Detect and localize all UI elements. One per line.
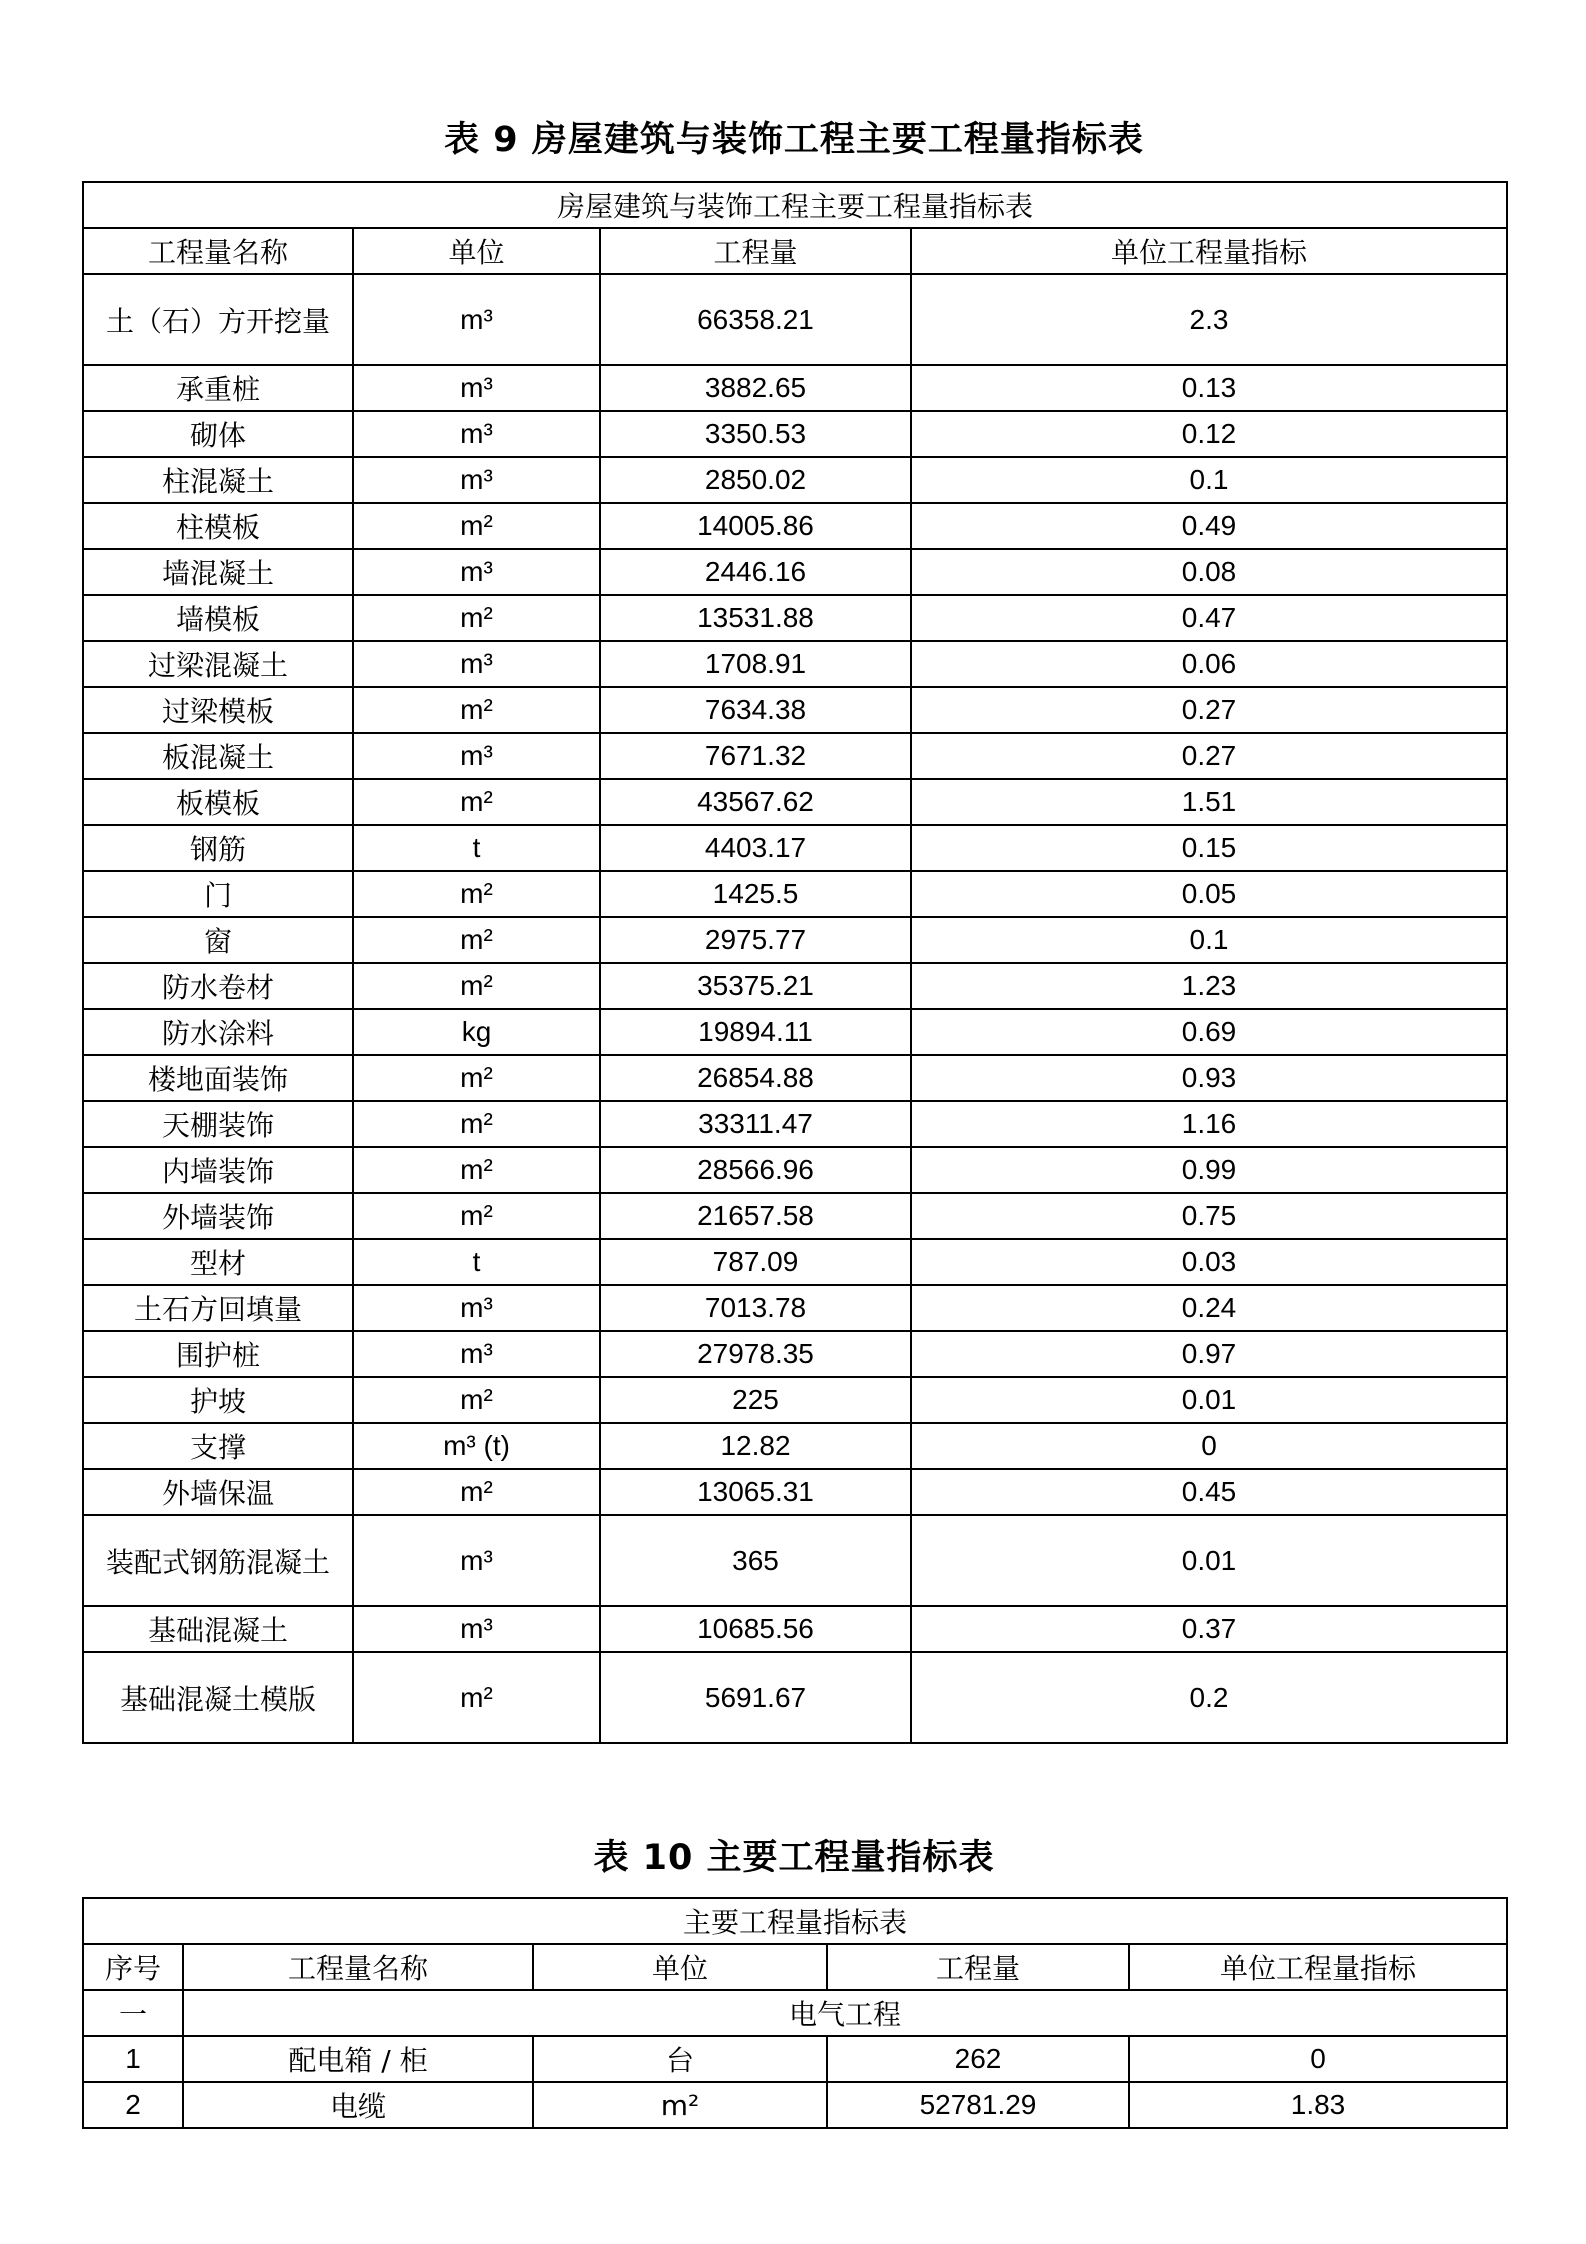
- table10-section-row: [83, 1990, 1507, 2036]
- cell-unit: m²: [353, 503, 600, 549]
- cell-unit: m³: [353, 274, 600, 365]
- cell-index: 1.51: [911, 779, 1507, 825]
- cell-name: 天棚装饰: [83, 1101, 353, 1147]
- cell-unit: m²: [353, 917, 600, 963]
- table10: [82, 1897, 1508, 2129]
- cell-index: 0: [1129, 2036, 1507, 2082]
- cell-index: 0.2: [911, 1652, 1507, 1743]
- cell-quantity: 5691.67: [600, 1652, 911, 1743]
- cell-index: 0.15: [911, 825, 1507, 871]
- cell-index: 0.27: [911, 687, 1507, 733]
- cell-index: 1.16: [911, 1101, 1507, 1147]
- cell-name: 砌体: [83, 411, 353, 457]
- cell-quantity: 262: [827, 2036, 1129, 2082]
- cell-unit: m²: [353, 1193, 600, 1239]
- cell-quantity: 28566.96: [600, 1147, 911, 1193]
- table-row: [83, 733, 1507, 779]
- cell-index: 0.1: [911, 917, 1507, 963]
- cell-name: 型材: [83, 1239, 353, 1285]
- table9-caption-row: [83, 182, 1507, 228]
- table-row: [83, 1009, 1507, 1055]
- cell-name: 板混凝土: [83, 733, 353, 779]
- table-row: [83, 1377, 1507, 1423]
- cell-quantity: 26854.88: [600, 1055, 911, 1101]
- cell-index: 0: [911, 1423, 1507, 1469]
- table-row: [83, 687, 1507, 733]
- table-row: [83, 641, 1507, 687]
- cell-name: 墙模板: [83, 595, 353, 641]
- cell-index: 0.01: [911, 1377, 1507, 1423]
- cell-unit: m²: [353, 1055, 600, 1101]
- cell-name: 电缆: [183, 2082, 533, 2128]
- cell-index: 0.97: [911, 1331, 1507, 1377]
- cell-unit: m²: [353, 1101, 600, 1147]
- cell-unit: m³: [353, 1515, 600, 1606]
- cell-unit: m²: [353, 595, 600, 641]
- header-unit: 单位: [533, 1944, 827, 1990]
- table10-caption-row: [83, 1898, 1507, 1944]
- cell-index: 0.03: [911, 1239, 1507, 1285]
- cell-quantity: 2446.16: [600, 549, 911, 595]
- cell-quantity: 4403.17: [600, 825, 911, 871]
- cell-unit: m³ (t): [353, 1423, 600, 1469]
- cell-name: 基础混凝土模版: [83, 1652, 353, 1743]
- cell-unit: m²: [353, 1652, 600, 1743]
- table-row: [83, 2036, 1507, 2082]
- cell-unit: m³: [353, 1285, 600, 1331]
- table-row: [83, 1239, 1507, 1285]
- cell-unit: m²: [353, 963, 600, 1009]
- table-row: [83, 595, 1507, 641]
- cell-name: 板模板: [83, 779, 353, 825]
- header-index: 单位工程量指标: [911, 228, 1507, 274]
- cell-name: 过梁混凝土: [83, 641, 353, 687]
- cell-index: 0.37: [911, 1606, 1507, 1652]
- cell-quantity: 43567.62: [600, 779, 911, 825]
- cell-unit: m²: [533, 2082, 827, 2128]
- cell-unit: kg: [353, 1009, 600, 1055]
- cell-name: 土（石）方开挖量: [83, 274, 353, 365]
- cell-unit: m²: [353, 779, 600, 825]
- cell-name: 过梁模板: [83, 687, 353, 733]
- cell-no: 1: [83, 2036, 183, 2082]
- cell-quantity: 13531.88: [600, 595, 911, 641]
- section-no: 一: [83, 1990, 183, 2036]
- cell-quantity: 33311.47: [600, 1101, 911, 1147]
- cell-unit: m²: [353, 871, 600, 917]
- cell-index: 0.99: [911, 1147, 1507, 1193]
- header-quantity: 工程量: [600, 228, 911, 274]
- cell-quantity: 27978.35: [600, 1331, 911, 1377]
- cell-name: 防水卷材: [83, 963, 353, 1009]
- cell-unit: m³: [353, 549, 600, 595]
- cell-unit: m²: [353, 1377, 600, 1423]
- cell-index: 1.83: [1129, 2082, 1507, 2128]
- cell-index: 0.06: [911, 641, 1507, 687]
- cell-index: 0.08: [911, 549, 1507, 595]
- header-index: 单位工程量指标: [1129, 1944, 1507, 1990]
- cell-name: 支撑: [83, 1423, 353, 1469]
- cell-index: 0.49: [911, 503, 1507, 549]
- header-no: 序号: [83, 1944, 183, 1990]
- table-row: [83, 1101, 1507, 1147]
- cell-quantity: 21657.58: [600, 1193, 911, 1239]
- table10-header-row: [83, 1944, 1507, 1990]
- cell-unit: t: [353, 825, 600, 871]
- header-quantity: 工程量: [827, 1944, 1129, 1990]
- cell-unit: m³: [353, 733, 600, 779]
- cell-quantity: 66358.21: [600, 274, 911, 365]
- cell-index: 0.01: [911, 1515, 1507, 1606]
- table-row: [83, 871, 1507, 917]
- cell-index: 0.45: [911, 1469, 1507, 1515]
- cell-quantity: 7634.38: [600, 687, 911, 733]
- table-row: [83, 1147, 1507, 1193]
- section-name: 电气工程: [183, 1990, 1507, 2036]
- cell-name: 土石方回填量: [83, 1285, 353, 1331]
- table9-header-row: [83, 228, 1507, 274]
- cell-name: 外墙装饰: [83, 1193, 353, 1239]
- cell-name: 围护桩: [83, 1331, 353, 1377]
- table9-title: 表 9 房屋建筑与装饰工程主要工程量指标表: [444, 120, 1144, 160]
- cell-unit: m²: [353, 687, 600, 733]
- cell-name: 内墙装饰: [83, 1147, 353, 1193]
- table-row: [83, 274, 1507, 365]
- cell-unit: m²: [353, 1147, 600, 1193]
- cell-index: 0.27: [911, 733, 1507, 779]
- cell-name: 柱混凝土: [83, 457, 353, 503]
- table-row: [83, 963, 1507, 1009]
- cell-unit: m²: [353, 1469, 600, 1515]
- cell-name: 钢筋: [83, 825, 353, 871]
- cell-index: 0.24: [911, 1285, 1507, 1331]
- cell-quantity: 787.09: [600, 1239, 911, 1285]
- cell-name: 防水涂料: [83, 1009, 353, 1055]
- cell-unit: m³: [353, 411, 600, 457]
- cell-unit: m³: [353, 1331, 600, 1377]
- cell-quantity: 2975.77: [600, 917, 911, 963]
- table-row: [83, 825, 1507, 871]
- cell-index: 0.69: [911, 1009, 1507, 1055]
- cell-unit: 台: [533, 2036, 827, 2082]
- cell-unit: m³: [353, 641, 600, 687]
- cell-index: 0.47: [911, 595, 1507, 641]
- table-row: [83, 1515, 1507, 1606]
- cell-index: 0.75: [911, 1193, 1507, 1239]
- header-name: 工程量名称: [183, 1944, 533, 1990]
- cell-name: 护坡: [83, 1377, 353, 1423]
- table-row: [83, 1606, 1507, 1652]
- cell-name: 门: [83, 871, 353, 917]
- table-row: [83, 503, 1507, 549]
- table9-caption: 房屋建筑与装饰工程主要工程量指标表: [83, 182, 1507, 228]
- cell-name: 装配式钢筋混凝土: [83, 1515, 353, 1606]
- cell-unit: m³: [353, 1606, 600, 1652]
- cell-quantity: 12.82: [600, 1423, 911, 1469]
- cell-no: 2: [83, 2082, 183, 2128]
- cell-index: 0.1: [911, 457, 1507, 503]
- table-row: [83, 1285, 1507, 1331]
- cell-quantity: 2850.02: [600, 457, 911, 503]
- table10-title: 表 10 主要工程量指标表: [593, 1838, 995, 1878]
- table-row: [83, 1055, 1507, 1101]
- cell-quantity: 35375.21: [600, 963, 911, 1009]
- cell-index: 0.05: [911, 871, 1507, 917]
- table-row: [83, 2082, 1507, 2128]
- cell-quantity: 1425.5: [600, 871, 911, 917]
- cell-quantity: 7013.78: [600, 1285, 911, 1331]
- cell-name: 墙混凝土: [83, 549, 353, 595]
- table-row: [83, 411, 1507, 457]
- cell-quantity: 365: [600, 1515, 911, 1606]
- cell-index: 0.12: [911, 411, 1507, 457]
- table-row: [83, 457, 1507, 503]
- cell-name: 窗: [83, 917, 353, 963]
- table-row: [83, 549, 1507, 595]
- table9: [82, 181, 1508, 1744]
- table-row: [83, 365, 1507, 411]
- header-name: 工程量名称: [83, 228, 353, 274]
- cell-name: 基础混凝土: [83, 1606, 353, 1652]
- cell-name: 承重桩: [83, 365, 353, 411]
- cell-quantity: 13065.31: [600, 1469, 911, 1515]
- cell-quantity: 3882.65: [600, 365, 911, 411]
- cell-name: 柱模板: [83, 503, 353, 549]
- cell-unit: m³: [353, 365, 600, 411]
- cell-quantity: 14005.86: [600, 503, 911, 549]
- table-row: [83, 1652, 1507, 1743]
- table-row: [83, 1193, 1507, 1239]
- table-row: [83, 1469, 1507, 1515]
- cell-name: 外墙保温: [83, 1469, 353, 1515]
- cell-index: 0.93: [911, 1055, 1507, 1101]
- cell-quantity: 10685.56: [600, 1606, 911, 1652]
- cell-index: 0.13: [911, 365, 1507, 411]
- header-unit: 单位: [353, 228, 600, 274]
- cell-unit: m³: [353, 457, 600, 503]
- cell-quantity: 7671.32: [600, 733, 911, 779]
- cell-quantity: 52781.29: [827, 2082, 1129, 2128]
- cell-unit: t: [353, 1239, 600, 1285]
- cell-name: 配电箱 / 柜: [183, 2036, 533, 2082]
- cell-quantity: 1708.91: [600, 641, 911, 687]
- table-row: [83, 1423, 1507, 1469]
- table-row: [83, 917, 1507, 963]
- cell-quantity: 225: [600, 1377, 911, 1423]
- table10-caption: 主要工程量指标表: [83, 1898, 1507, 1944]
- cell-index: 2.3: [911, 274, 1507, 365]
- cell-quantity: 19894.11: [600, 1009, 911, 1055]
- cell-quantity: 3350.53: [600, 411, 911, 457]
- cell-index: 1.23: [911, 963, 1507, 1009]
- table-row: [83, 1331, 1507, 1377]
- table-row: [83, 779, 1507, 825]
- cell-name: 楼地面装饰: [83, 1055, 353, 1101]
